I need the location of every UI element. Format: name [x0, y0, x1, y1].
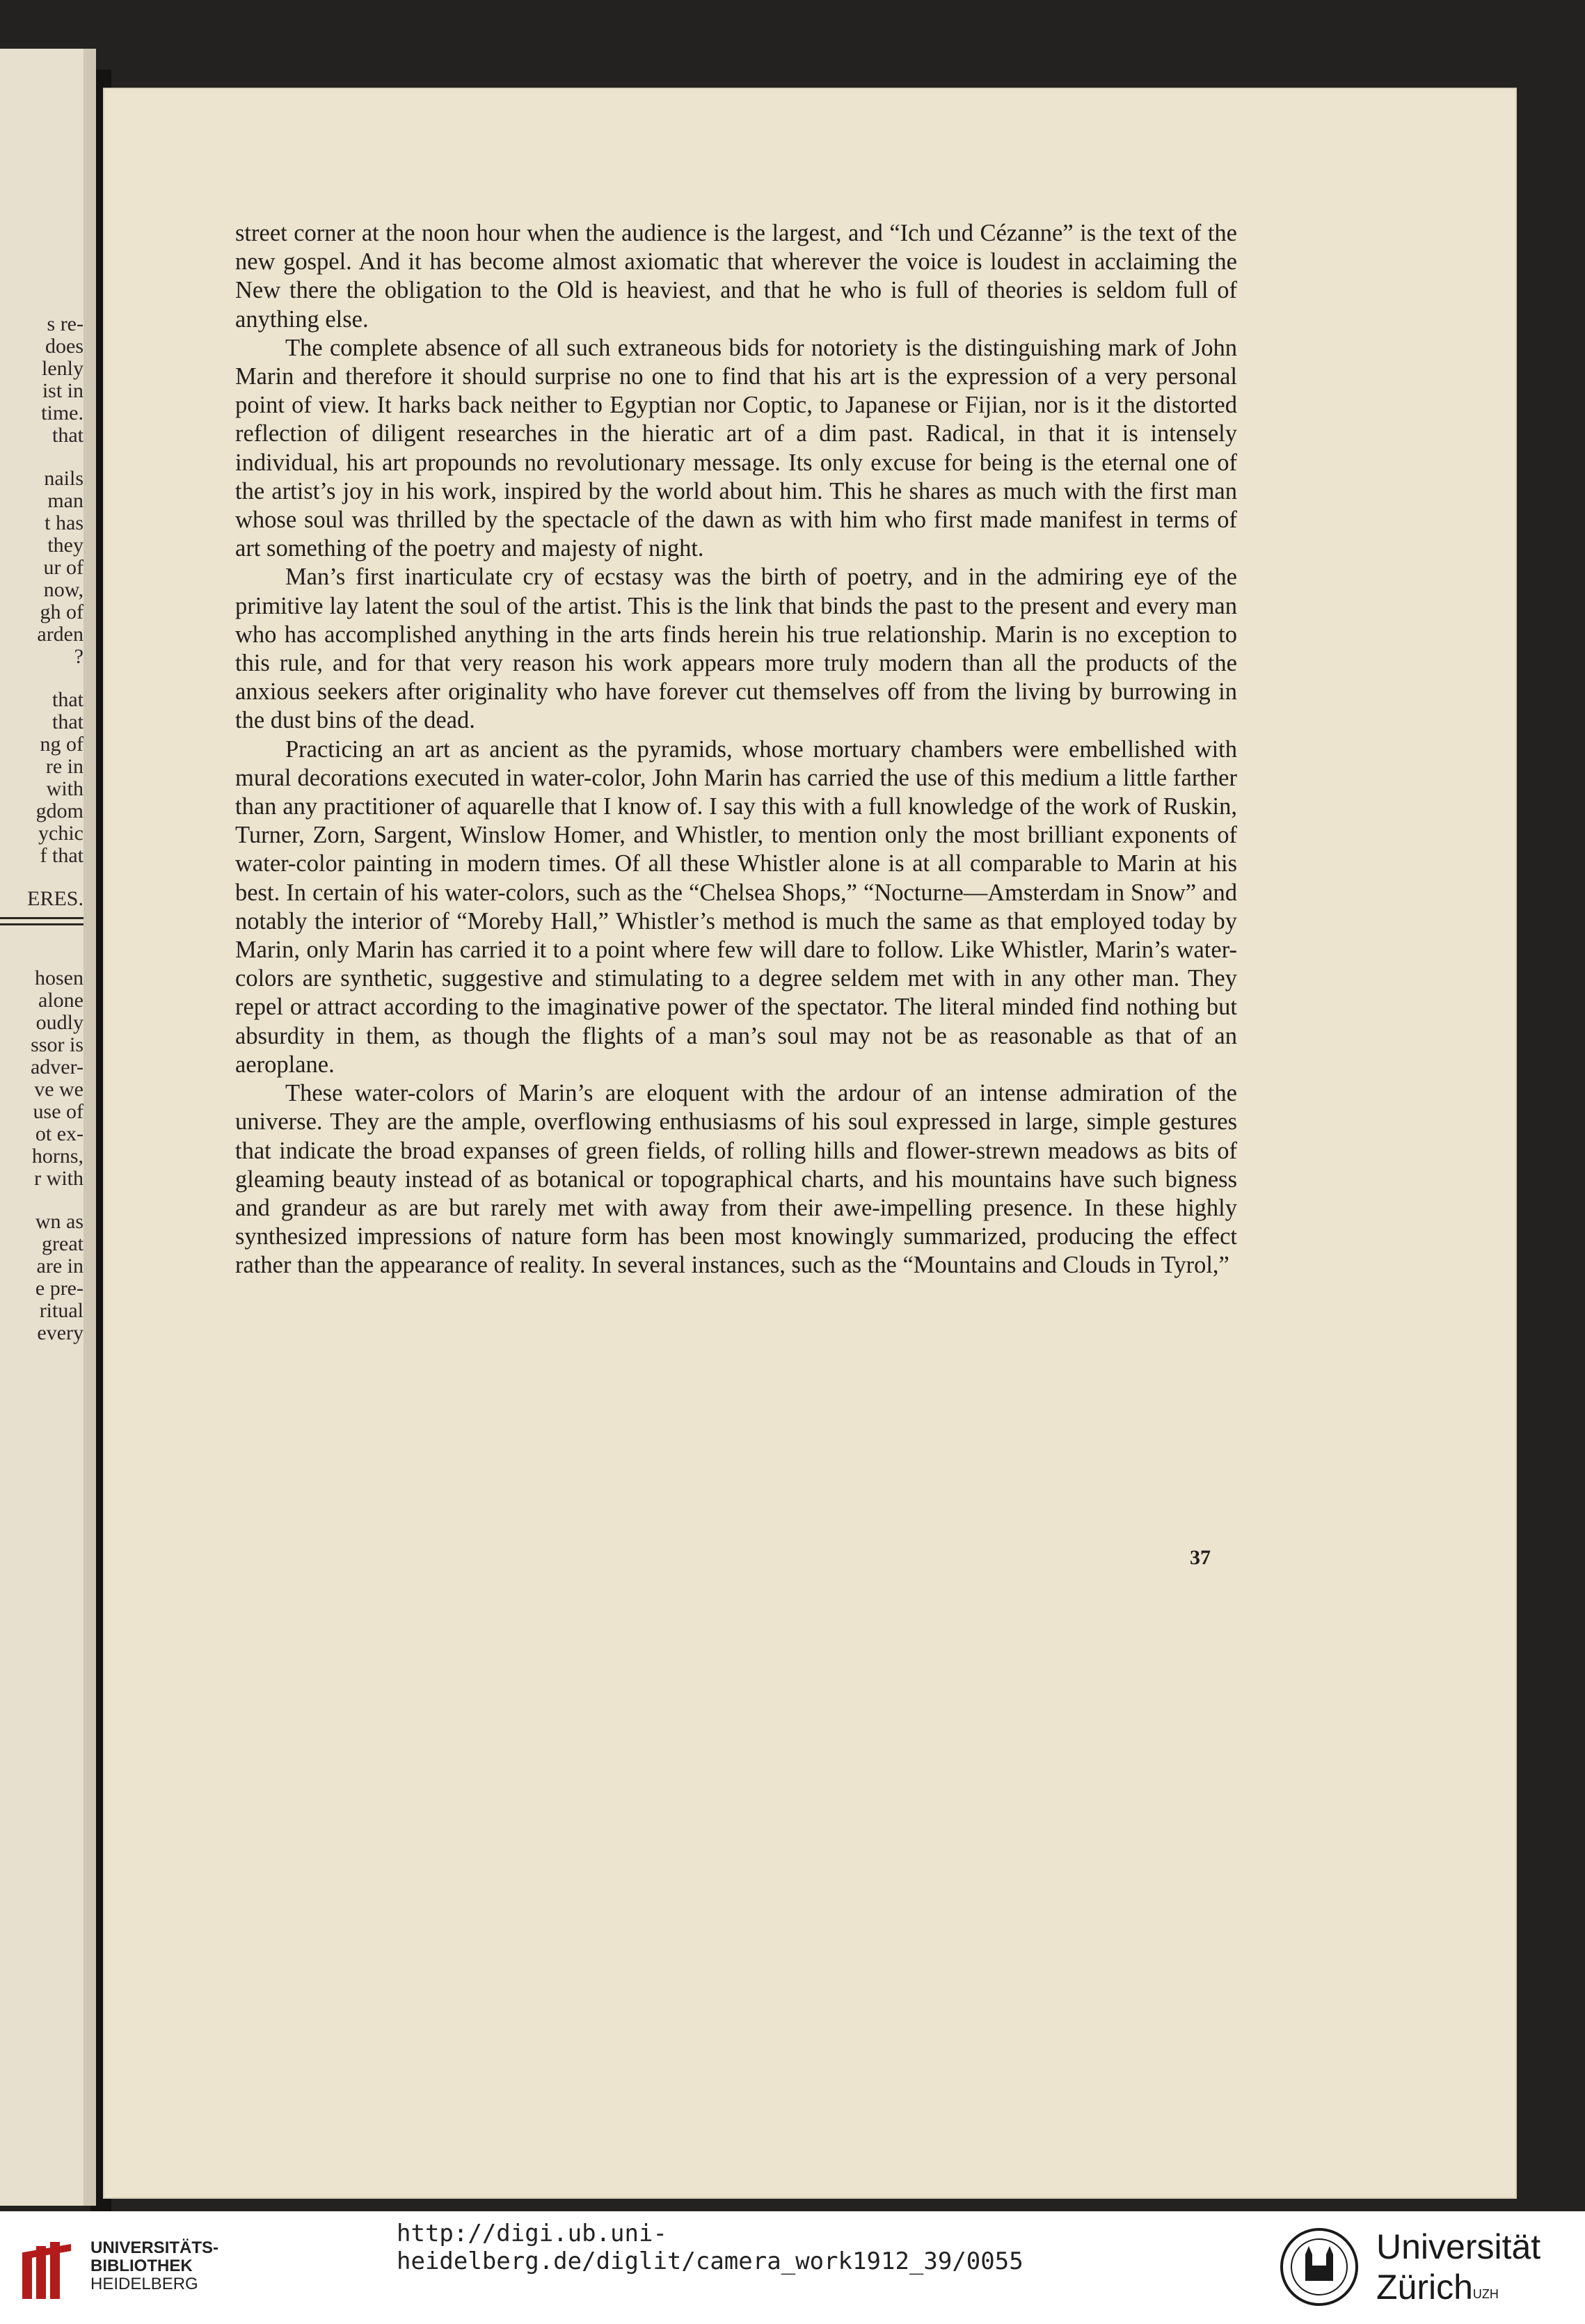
- left-page-fragment: that: [52, 424, 83, 447]
- left-page-fragment: great: [42, 1232, 83, 1255]
- heidelberg-library-logo-icon: [19, 2239, 82, 2302]
- left-page-fragment: ERES.: [27, 887, 83, 910]
- paragraph: street corner at the noon hour when the audience is the largest, and “Ich und Cézanne” is the text of the new gospel. And it has become almost axiomatic that wherever the voice is loudest in acclaiming the New there the obligation to the Old is heaviest, and that he who is full of theories is seldom full of anything else.: [235, 220, 1237, 333]
- fragment-gap: [0, 668, 83, 689]
- page-number: 37: [1190, 1546, 1211, 1569]
- left-page-fragment: alone: [38, 989, 83, 1012]
- left-page-fragment: horns,: [31, 1145, 83, 1168]
- library-name: [90, 2239, 218, 2293]
- paragraph: Man’s first inarticulate cry of ecstasy was the birth of poetry, and in the admiring eye of the primitive lay latent the soul of the artist. This is the link that binds the past to the present and every man who has accomplished anything in the arts finds herein his true relationship. Marin is no exception to this rule, and for that very reason his work appears more truly modern than all the products of the anxious seekers after originality who have forever cut themselves off from the living by burrowing in the dust bins of the dead.: [235, 564, 1237, 734]
- left-page-fragment: nails: [44, 467, 83, 490]
- fragment-rule: [0, 917, 83, 925]
- fragment-gap: [0, 447, 83, 468]
- left-page-fragment: ychic: [38, 822, 83, 845]
- page-body-text: [235, 219, 1237, 1280]
- left-page-fragment: that: [52, 710, 83, 733]
- left-page-fragment: ng of: [40, 733, 83, 756]
- left-page-fragment: time.: [41, 401, 83, 424]
- left-page-fragment: every: [37, 1321, 83, 1344]
- left-page-fragment: adver-: [30, 1056, 83, 1079]
- left-page-fragment: that: [52, 688, 83, 711]
- left-page-fragment: ot ex-: [35, 1122, 83, 1145]
- uzh-name-line1: Universität: [1376, 2227, 1541, 2266]
- uzh-seal-icon: [1279, 2227, 1360, 2307]
- left-page-fragment: arden: [37, 623, 83, 646]
- left-page-fragment: ssor is: [31, 1033, 83, 1056]
- left-page-edge: [83, 49, 96, 2206]
- uzh-wordmark: [1376, 2227, 1540, 2307]
- left-page-fragment: ve we: [34, 1078, 83, 1101]
- left-page-fragment: wn as: [35, 1210, 83, 1233]
- left-page-fragment: use of: [33, 1100, 83, 1123]
- left-facing-page: [0, 49, 96, 2206]
- left-page-fragment: ur of: [43, 556, 83, 579]
- fragment-gap: [0, 946, 83, 967]
- left-page-fragment: hosen: [35, 966, 83, 989]
- fragment-gap: [0, 1190, 83, 1211]
- left-page-text-fragments: [0, 313, 83, 1344]
- paragraph: These water-colors of Marin’s are eloquent with the ardour of an intense admiration of the universe. They are the ample, overflowing enthusiasms of his soul expressed in large, simple gestures that indicate the broad expanses of green fields, of rolling hills and flower-strewn meadows as bits of gleaming beauty instead of as botanical or topographical charts, and his mountains have such bigness and grandeur as are but rarely met with away from their awe-impelling presence. In these highly synthesized impressions of nature form has been most knowingly summarized, producing the effect rather than the appearance of reality. In several instances, such as the “Mountains and Clouds in Tyrol,”: [235, 1080, 1237, 1279]
- left-page-fragment: e pre-: [35, 1277, 83, 1300]
- uzh-superscript: UZH: [1472, 2287, 1499, 2301]
- left-page-fragment: lenly: [42, 357, 83, 380]
- library-name-line1: UNIVERSITÄTS-: [90, 2238, 219, 2257]
- left-page-fragment: r with: [34, 1167, 83, 1190]
- source-url-link[interactable]: http://digi.ub.uni-heidelberg.de/diglit/camera_work1912_39/0055: [397, 2220, 1024, 2275]
- left-page-fragment: are in: [36, 1255, 83, 1278]
- left-page-fragment: re in: [45, 755, 83, 778]
- left-page-fragment: s re-: [47, 312, 83, 335]
- uzh-name-line2: Zürich: [1376, 2268, 1473, 2307]
- left-page-fragment: gdom: [35, 799, 83, 822]
- left-page-fragment: t has: [45, 511, 83, 534]
- paragraph: The complete absence of all such extraneous bids for notoriety is the distinguishing mark of John Marin and therefore it should surprise no one to find that his art is the expression of a very personal point of view. It harks back neither to Egyptian nor Coptic, to Japanese or Fijian, nor is it the distorted reflection of diligent researches in the hieratic art of a dim past. Radical, in that it is intensely individual, his art propounds no revolutionary message. Its only excuse for being is the eternal one of the artist’s joy in his work, inspired by the world about him. This he shares as much with the first man whose soul was thrilled by the spectacle of the dawn as with him who first made manifest in terms of art something of the poetry and majesty of night.: [235, 334, 1237, 562]
- left-page-fragment: man: [47, 489, 83, 512]
- library-name-line3: HEIDELBERG: [90, 2275, 198, 2293]
- library-name-line2: BIBLIOTHEK: [90, 2257, 193, 2275]
- left-page-fragment: f that: [40, 844, 83, 867]
- left-page-fragment: with: [46, 777, 83, 800]
- left-page-fragment: ?: [74, 645, 83, 668]
- paragraph: Practicing an art as ancient as the pyramids, whose mortuary chambers were embellished with mural decorations executed in water-color, John Marin has carried the use of this medium a little farther than any practitioner of aquarelle that I know of. I say this with a full knowledge of the work of Ruskin, Turner, Zorn, Sargent, Winslow Homer, and Whistler, to mention only the most brilliant exponents of water-color painting in modern times. Of all these Whistler alone is at all comparable to Marin at his best. In certain of his water-colors, such as the “Chelsea Shops,” “Nocturne—Amsterdam in Snow” and notably the interior of “Moreby Hall,” Whistler’s method is much the same as that employed today by Marin, only Marin has carried it to a point where few will dare to follow. Like Whistler, Marin’s water-colors are synthetic, suggestive and stimulating to a degree seldem met with in any other man. They repel or attract according to the imaginative power of the spectator. The literal minded find nothing but absurdity in them, as though the flights of a man’s soul may not be as reasonable as that of an aeroplane.: [235, 735, 1237, 1078]
- left-page-fragment: they: [47, 534, 83, 557]
- left-page-fragment: now,: [43, 578, 83, 601]
- left-page-fragment: oudly: [35, 1011, 83, 1034]
- left-page-fragment: gh of: [40, 600, 83, 623]
- left-page-fragment: ist in: [42, 379, 83, 402]
- left-page-fragment: ritual: [39, 1299, 83, 1322]
- fragment-gap: [0, 867, 83, 888]
- left-page-fragment: does: [45, 335, 83, 358]
